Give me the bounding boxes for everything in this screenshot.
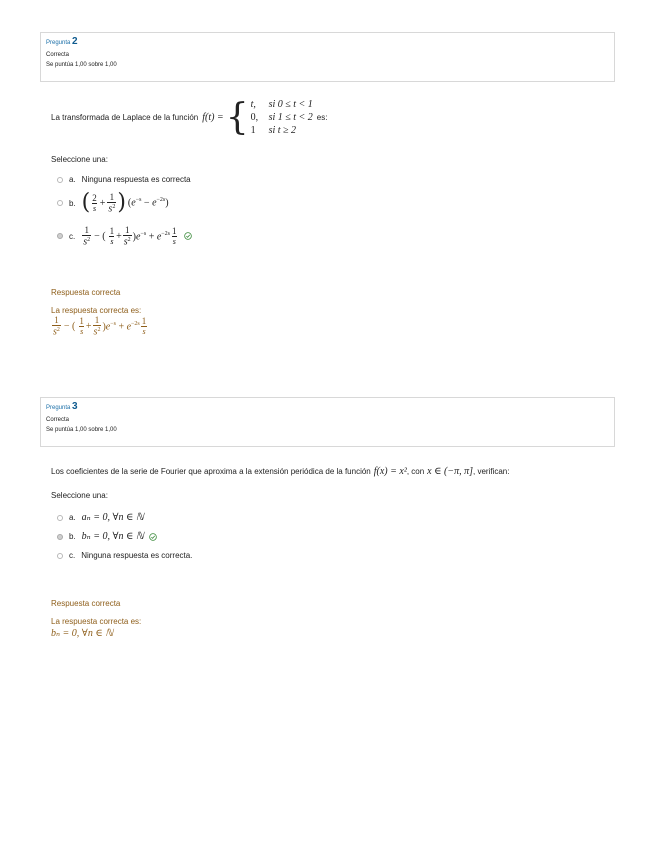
case-value: 1: [250, 125, 256, 136]
option-b[interactable]: [57, 531, 157, 542]
case-value: 0,: [250, 112, 259, 123]
feedback-title: Respuesta correcta: [51, 599, 121, 608]
question-2-info: [40, 32, 615, 82]
check-circle-icon: [149, 533, 157, 541]
question-grade: Se puntúa 1,00 sobre 1,00: [46, 62, 117, 68]
radio-button-selected[interactable]: [57, 233, 63, 239]
case-condition: si t ≥ 2: [268, 125, 297, 136]
piecewise-brace: {: [225, 96, 249, 138]
case-condition: si 0 ≤ t < 1: [268, 99, 313, 110]
option-letter: a.: [69, 513, 76, 522]
option-letter: a.: [69, 175, 76, 184]
question-number: 2: [72, 36, 78, 47]
select-label: Seleccione una:: [51, 155, 108, 164]
option-a[interactable]: [57, 512, 144, 523]
question-label: Pregunta: [46, 40, 71, 46]
question-2-text: [51, 98, 327, 137]
option-c[interactable]: [57, 226, 192, 247]
option-letter: c.: [69, 231, 76, 241]
function-lhs: f(t) =: [202, 112, 224, 123]
feedback-text: La respuesta correcta es:: [51, 306, 142, 315]
option-text: aₙ = 0, ∀n ∈ ℕ: [81, 512, 144, 523]
question-3-info: [40, 397, 615, 447]
feedback-text: La respuesta correcta es:: [51, 617, 142, 626]
radio-button[interactable]: [57, 177, 63, 183]
option-formula: ( $\frac{2}{s}$ + $\frac{1}{s^2}$ ) $(e^{-s} - e^{-2s})$: [81, 190, 169, 215]
feedback-title: Respuesta correcta: [51, 288, 121, 297]
option-letter: b.: [69, 198, 76, 208]
question-text: Los coeficientes de la serie de Fourier que aproxima a la extensión periódica de la función: [51, 467, 371, 476]
question-title: [46, 37, 609, 48]
option-text: Ninguna respuesta es correcta.: [81, 551, 193, 560]
option-text: bₙ = 0, ∀n ∈ ℕ: [81, 531, 144, 542]
option-b[interactable]: [57, 192, 169, 214]
question-title: [46, 402, 609, 413]
option-c[interactable]: [57, 551, 192, 560]
question-suffix: es:: [316, 113, 328, 122]
domain-expression: x ∈ (−π, π]: [427, 466, 473, 477]
feedback-answer: $\frac{1}{s^2}$ − ( $\frac{1}{s}$ + $\frac{1}{s^2}$ )$e^{-s} + e^{-2s}$ $\frac{1}{s}$: [53, 315, 147, 338]
question-label: Pregunta: [46, 405, 71, 411]
option-letter: c.: [69, 551, 76, 560]
radio-button-selected[interactable]: [57, 534, 63, 540]
question-number: 3: [72, 401, 78, 412]
case-condition: si 1 ≤ t < 2: [268, 112, 313, 123]
feedback-answer: bₙ = 0, ∀n ∈ ℕ: [51, 628, 114, 639]
case-value: t,: [250, 99, 256, 110]
option-letter: b.: [69, 532, 76, 541]
question-state: Correcta: [46, 417, 70, 423]
question-text: , con: [406, 467, 425, 476]
piecewise-cases: [251, 98, 313, 137]
option-a[interactable]: [57, 175, 191, 184]
radio-button[interactable]: [57, 515, 63, 521]
question-text: La transformada de Laplace de la función: [51, 113, 199, 122]
question-text: , verifican:: [473, 467, 510, 476]
check-circle-icon: [184, 232, 192, 240]
question-3-text: [51, 466, 509, 477]
select-label: Seleccione una:: [51, 491, 108, 500]
function-expression: f(x) = x²: [373, 466, 407, 477]
question-grade: Se puntúa 1,00 sobre 1,00: [46, 427, 117, 433]
option-text: Ninguna respuesta es correcta: [81, 175, 191, 184]
question-state: Correcta: [46, 52, 70, 58]
option-formula: $\frac{1}{s^2}$ − ( $\frac{1}{s}$ + $\frac{1}{s^2}$ )$e^{-s} + e^{-2s}$ $\frac{1}{s}$: [83, 225, 177, 248]
radio-button[interactable]: [57, 200, 63, 206]
radio-button[interactable]: [57, 553, 63, 559]
